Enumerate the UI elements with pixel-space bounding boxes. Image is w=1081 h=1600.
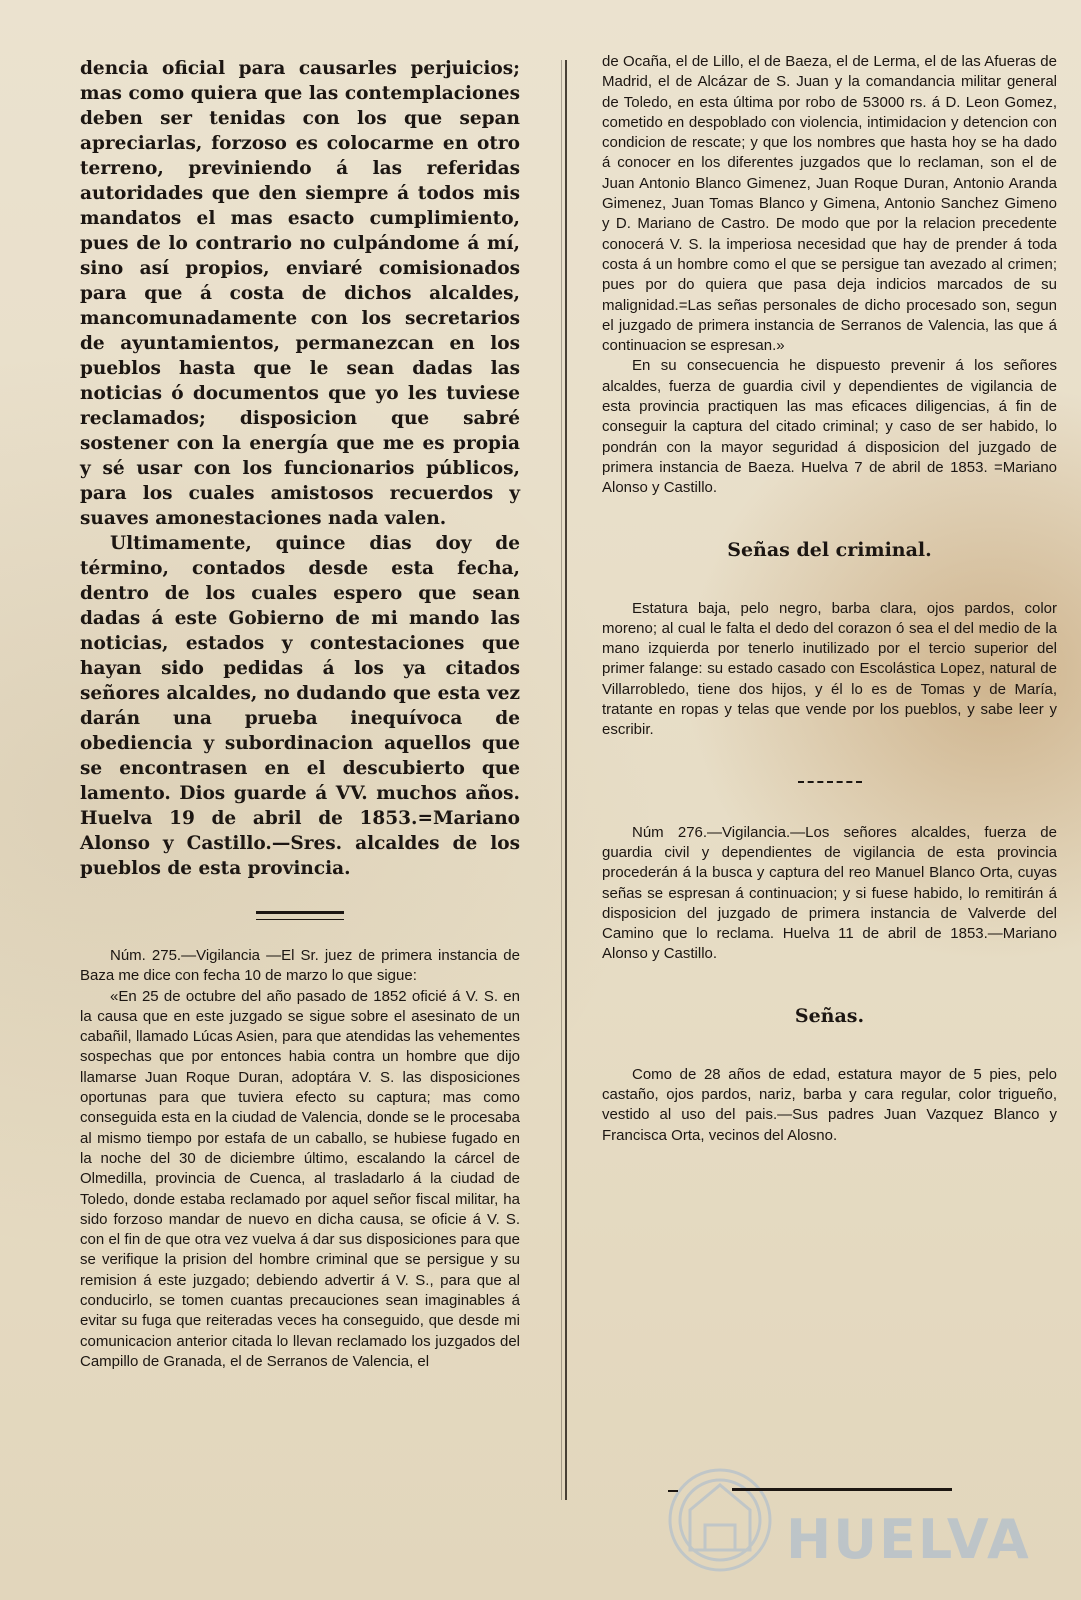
- section-divider-dashed: [798, 781, 862, 783]
- left-paragraph-1: dencia oficial para causarles perjuicios; mas como quiera que las contemplaciones deben ser tenidas con los que sepan apreciarlas, forzoso es colocarme en otro terreno, previniendo á las referidas autoridades que den siempre á todos mis mandatos el mas esacto cumplimiento, pues de lo contrario no culpándome á mí, sino así propios, enviaré comisionados para que á costa de dichos alcaldes, mancomunadamente con los secretarios de ayuntamientos, permanezcan en los pueblos hasta que le sean dadas las noticias ó documentos que yo les tuviese reclamados; disposicion que sabré sostener con la energía que me es propia y sé usar con los funcionarios públicos, para los cuales amistosos recuerdos y suaves amonestaciones nada valen.: [80, 58, 520, 529]
- section-divider: [256, 911, 344, 920]
- suspect-description: Como de 28 años de edad, estatura mayor de 5 pies, pelo castaño, ojos pardos, nariz, barba y cara regular, color trigueño, vestido al uso del pais.—Sus padres Juan Vazquez Blanco y Francisca Orta, vecinos del Alosno.: [602, 1065, 1057, 1144]
- heading-senas-criminal: Señas del criminal.: [727, 538, 932, 561]
- footer-rule: [732, 1488, 952, 1491]
- footer-rule-mark: [668, 1490, 678, 1492]
- notice-275-intro: Núm. 275.—Vigilancia —El Sr. juez de primera instancia de Baza me dice con fecha 10 de marzo lo que sigue:: [80, 947, 520, 985]
- left-column: [80, 56, 520, 1372]
- notice-275-continued: de Ocaña, el de Lillo, el de Baeza, el de Lerma, el de las Afueras de Madrid, el de Alcázar de S. Juan y la comandancia militar general de Toledo, en esta última por robo de 53000 rs. á D. Leon Gomez, cometido en despoblado con violencia, intimidacion y detencion con condicion de rescate; y que los nombres que hasta hoy se ha dado á conocer en los diferentes juzgados que lo reclaman, son el de Juan Antonio Blanco Gimenez, Juan Roque Duran, Antonio Aranda Gimenez, Juan Tomas Blanco y Gimena, Antonio Sanchez Gimeno y D. Mariano de Castro. De modo que por la relacion precedente conocerá V. S. la imperiosa necesidad que hay de prender á toda costa á un hombre como el que se persigue tan avezado al crimen; pues por do quiera que pasa deja indicios marcados de su malignidad.=Las señas personales de dicho procesado son, segun el juzgado de primera instancia de Serranos de Valencia, las que á continuacion se espresan.»: [602, 53, 1057, 355]
- notice-275-body: «En 25 de octubre del año pasado de 1852 oficié á V. S. en la causa que en este juzgado se sigue sobre el asesinato de un cabañil, llamado Lúcas Asien, para que atendidas las vehementes sospechas que por entonces habia contra un hombre que dijo llamarse Juan Roque Duran, adoptára V. S. las disposiciones oportunas para que tuviera efecto su captura; mas como conseguida esta en la ciudad de Valencia, donde se le procesaba al mismo tiempo por estafa de un caballo, se hubiese fugado en la noche del 30 de diciembre último, escalando la cárcel de Olmedilla, provincia de Cuenca, al trasladarlo á la ciudad de Toledo, donde estaba reclamado por aquel señor fiscal militar, ha sido forzoso mandar de nuevo en dicha causa, se oficie á V. S. con el fin de que otra vez vuelva á dar sus disposiciones para que se verifique la prision del hombre criminal que se persigue y su remision á este juzgado; debiendo advertir á V. S., para que al conducirlo, se tomen cuantas precauciones sean imaginables á evitar su fuga que reiteradas veces ha conseguido, que desde mi comunicacion anterior citada lo llevan reclamado los juzgados del Campillo de Granada, el de Serranos de Valencia, el: [80, 987, 520, 1370]
- heading-senas: Señas.: [794, 1004, 865, 1027]
- column-divider-thin: [561, 60, 562, 1500]
- watermark-text: HUELVA: [786, 1508, 1031, 1571]
- criminal-description: Estatura baja, pelo negro, barba clara, ojos pardos, color moreno; al cual le falta el dedo del corazon ó sea el del medio de la mano izquierda por tenerlo inutilizado por el tercio superior del primer falange: su estado casado con Escolástica Lopez, natural de Villarrobledo, tiene dos hijos, y él lo es de Tomas y de María, tratante en ropas y telas que vende por los pueblos, y sabe leer y escribir.: [602, 599, 1057, 739]
- right-column: [602, 52, 1057, 1146]
- column-divider: [565, 60, 567, 1500]
- left-paragraph-2: Ultimamente, quince dias doy de término, contados desde esta fecha, dentro de los cuales espero que sean dadas á este Gobierno de mi mando las noticias, estados y contestaciones que hayan sido pedidas á los ya citados señores alcaldes, no dudando que esta vez darán una prueba inequívoca de obediencia y subordinacion aquellos que se encontrasen en el descubierto que lamento. Dios guarde á VV. muchos años. Huelva 19 de abril de 1853.=Mariano Alonso y Castillo.—Sres. alcaldes de los pueblos de esta provincia.: [80, 533, 520, 879]
- notice-276: Núm 276.—Vigilancia.—Los señores alcaldes, fuerza de guardia civil y dependientes de vigilancia de esta provincia procederán á la busca y captura del reo Manuel Blanco Orta, cuyas señas se espresan á continuacion; y si fuese habido, lo remitirán á disposicion del juzgado de primera instancia de Valverde del Camino que lo reclama. Huelva 11 de abril de 1853.—Mariano Alonso y Castillo.: [602, 823, 1057, 963]
- notice-275-order: En su consecuencia he dispuesto prevenir á los señores alcaldes, fuerza de guardia civil y dependientes de vigilancia de esta provincia practiquen las mas eficaces diligencias, á fin de conseguir la captura del citado criminal; y caso de ser habido, lo pondrán con la mayor seguridad á disposicion del juzgado de primera instancia de Baeza. Huelva 7 de abril de 1853. =Mariano Alonso y Castillo.: [602, 357, 1057, 497]
